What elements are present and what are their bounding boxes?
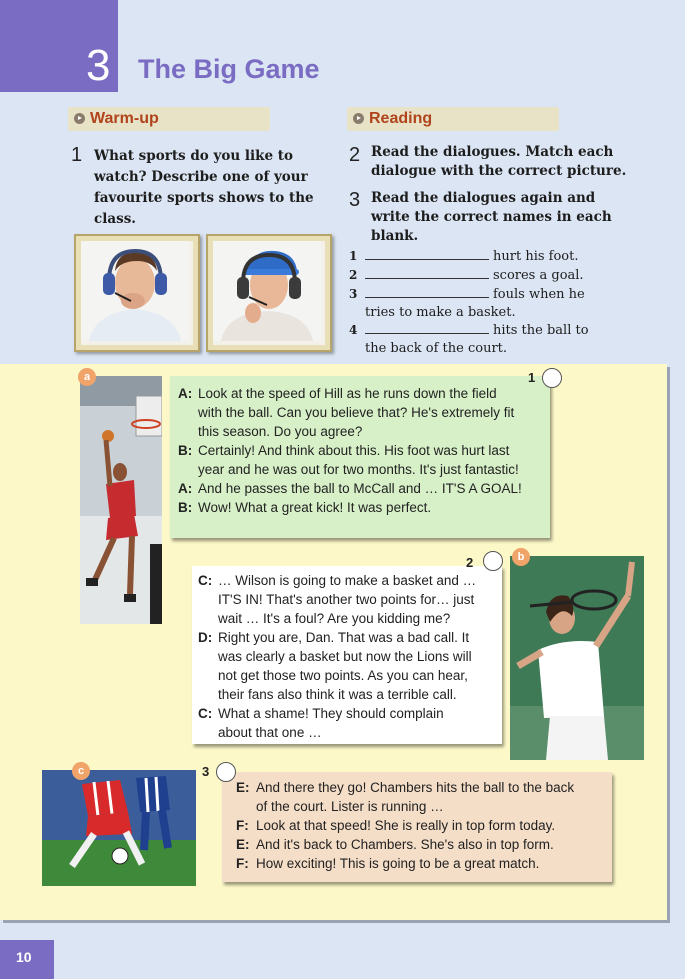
- item-number: 4: [349, 323, 358, 337]
- line-text: not get those two points. As you can hear,: [218, 668, 468, 683]
- line-text: IT'S IN! That's another two points for… just: [218, 592, 475, 607]
- speaker-label: C:: [198, 706, 213, 721]
- list-item: [349, 247, 649, 266]
- line-text: Look at the speed of Hill as he runs down the field: [198, 386, 497, 401]
- line-text: about that one …: [218, 725, 322, 740]
- question-line: What sports do you like to: [94, 148, 293, 164]
- line-text: … Wilson is going to make a basket and …: [218, 573, 477, 588]
- photo-tennis: [510, 556, 644, 760]
- speaker-label: F:: [236, 856, 249, 871]
- line-text: their fans also think it was a terrible call.: [218, 687, 457, 702]
- line-text: What a shame! They should complain: [218, 706, 444, 721]
- list-item: [349, 266, 649, 285]
- answer-blank[interactable]: [365, 266, 489, 279]
- question-line: blank.: [371, 228, 419, 244]
- answer-blank[interactable]: [365, 285, 489, 298]
- speaker-label: C:: [198, 573, 213, 588]
- dialogue-3-text: [236, 778, 608, 873]
- dialogue-line: [178, 441, 548, 479]
- line-text: How exciting! This is going to be a great match.: [256, 856, 540, 871]
- dialogue-line: [178, 479, 548, 498]
- warmup-heading-label: Warm-up: [90, 110, 159, 127]
- dialogue-2-text: [198, 571, 498, 742]
- answer-circle[interactable]: [542, 368, 562, 388]
- dialogue-line: [236, 816, 608, 835]
- item-text-continued: the back of the court.: [365, 341, 508, 356]
- item-number: 1: [349, 249, 358, 263]
- speaker-label: B:: [178, 500, 193, 515]
- item-text: hits the ball to: [493, 323, 589, 338]
- reading-question-2: [371, 143, 651, 181]
- dialogue-line: [198, 571, 498, 628]
- picture-letter-badge: b: [512, 548, 530, 566]
- question-number: 3: [349, 189, 361, 211]
- speaker-label: F:: [236, 818, 249, 833]
- line-text: Right you are, Dan. That was a bad call. It: [218, 630, 470, 645]
- line-text: And he passes the ball to McCall and … IT'S A GOAL!: [198, 481, 522, 496]
- question-line: dialogue with the correct picture.: [371, 163, 627, 179]
- dialogue-line: [178, 384, 548, 441]
- speaker-label: B:: [178, 443, 193, 458]
- line-text: was clearly a basket but now the Lions will: [218, 649, 472, 664]
- question-line: Read the dialogues. Match each: [371, 144, 614, 160]
- dialogue-number: 1: [528, 370, 536, 385]
- dialogue-line: [198, 704, 498, 742]
- line-text: with the ball. Can you believe that? He's extremely fit: [198, 405, 515, 420]
- answer-blank[interactable]: [365, 321, 489, 334]
- picture-letter-badge: c: [72, 762, 90, 780]
- question-line: class.: [94, 211, 136, 227]
- unit-number: 3: [86, 41, 111, 90]
- play-bullet-icon: [353, 113, 364, 124]
- dialogue-line: [236, 835, 608, 854]
- speaker-label: E:: [236, 780, 250, 795]
- question-line: Read the dialogues again and: [371, 190, 596, 206]
- line-text: Certainly! And think about this. His foot was hurt last: [198, 443, 510, 458]
- warmup-heading: [68, 107, 270, 131]
- line-text: this season. Do you agree?: [198, 424, 363, 439]
- speaker-label: A:: [178, 386, 193, 401]
- dialogue-number: 3: [202, 764, 210, 779]
- reading-heading: [347, 107, 559, 131]
- answer-circle[interactable]: [483, 551, 503, 571]
- commentator-photo-woman: [206, 234, 332, 352]
- item-number: 3: [349, 287, 358, 301]
- question-number: 1: [71, 144, 83, 166]
- unit-title: The Big Game: [138, 54, 320, 84]
- reading-question-3: [371, 189, 651, 246]
- photo-basketball: [80, 376, 162, 624]
- item-text-continued: tries to make a basket.: [365, 305, 516, 320]
- line-text: of the court. Lister is running …: [256, 799, 444, 814]
- dialogue-line: [236, 778, 608, 816]
- item-text: fouls when he: [493, 287, 585, 302]
- question-line: favourite sports shows to the: [94, 190, 314, 206]
- item-number: 2: [349, 268, 358, 282]
- dialogue-line: [198, 628, 498, 704]
- question-line: watch? Describe one of your: [94, 169, 308, 185]
- line-text: wait … It's a foul? Are you kidding me?: [218, 611, 451, 626]
- speaker-label: E:: [236, 837, 250, 852]
- question-number: 2: [349, 144, 361, 166]
- item-text: scores a goal.: [493, 268, 584, 283]
- dialogue-line: [236, 854, 608, 873]
- list-item: [349, 285, 649, 304]
- commentator-photo-man: [74, 234, 200, 352]
- answer-blank[interactable]: [365, 247, 489, 260]
- answer-circle[interactable]: [216, 762, 236, 782]
- dialogue-number: 2: [466, 555, 474, 570]
- line-text: And there they go! Chambers hits the ball to the back: [256, 780, 575, 795]
- photo-soccer: [42, 770, 196, 886]
- reading-heading-label: Reading: [369, 110, 433, 127]
- line-text: year and he was out for two months. It's just fantastic!: [198, 462, 519, 477]
- line-text: Wow! What a great kick! It was perfect.: [198, 500, 432, 515]
- question-line: write the correct names in each: [371, 209, 612, 225]
- list-item: [349, 321, 649, 340]
- fill-blank-list: [349, 247, 649, 357]
- warmup-question: [94, 146, 334, 230]
- dialogue-1-text: [178, 384, 548, 517]
- play-bullet-icon: [74, 113, 85, 124]
- dialogue-line: [178, 498, 548, 517]
- line-text: Look at that speed! She is really in top form today.: [256, 818, 556, 833]
- speaker-label: A:: [178, 481, 193, 496]
- speaker-label: D:: [198, 630, 213, 645]
- page-number: 10: [16, 949, 32, 965]
- picture-letter-badge: a: [78, 368, 96, 386]
- item-text: hurt his foot.: [493, 249, 579, 264]
- line-text: And it's back to Chambers. She's also in top form.: [256, 837, 554, 852]
